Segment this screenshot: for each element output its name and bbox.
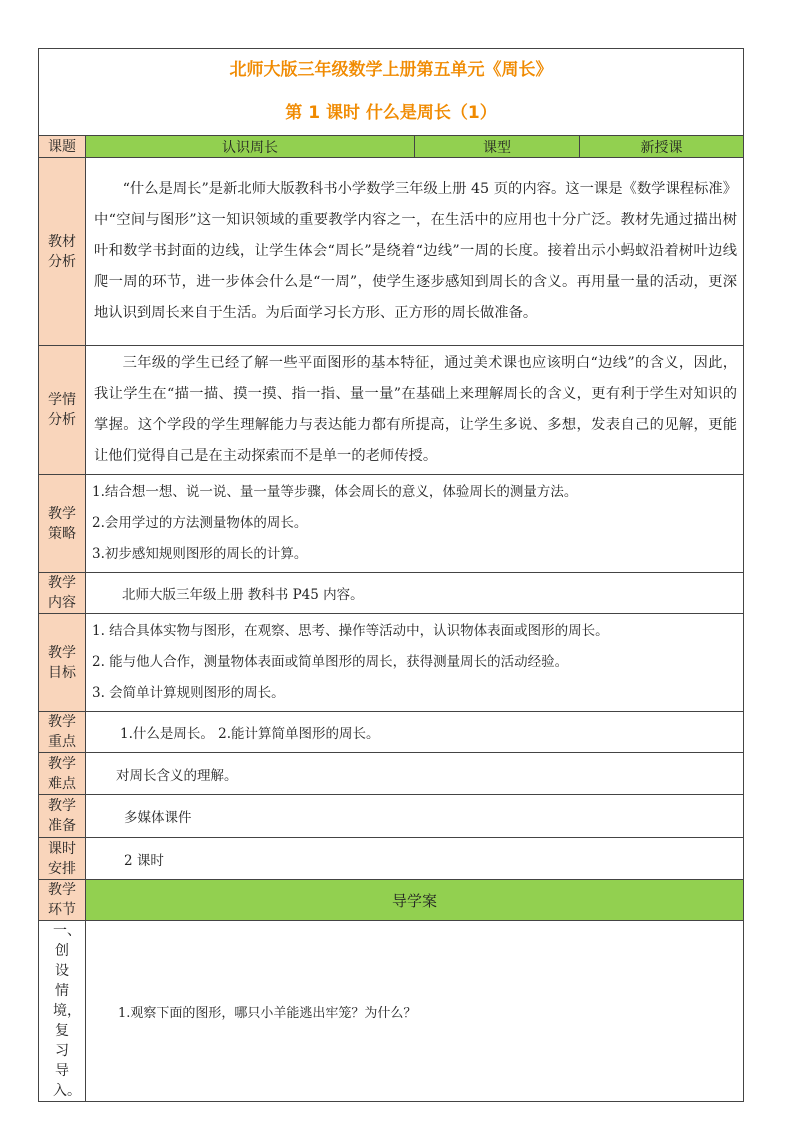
difficulty-text: 对周长含义的理解。 bbox=[86, 753, 744, 795]
content-label: 教学内容 bbox=[39, 573, 86, 614]
sub-title: 第 1 课时 什么是周长（1） bbox=[285, 103, 497, 123]
preparation-text: 多媒体课件 bbox=[86, 795, 744, 838]
content-text: 北师大版三年级上册 教科书 P45 内容。 bbox=[86, 573, 744, 614]
schedule-text: 2 课时 bbox=[86, 838, 744, 880]
key-points-text: 1.什么是周长。 2.能计算简单图形的周长。 bbox=[86, 712, 744, 753]
goal-item: 1. 结合具体实物与图形，在观察、思考、操作等活动中，认识物体表面或图形的周长。 bbox=[92, 623, 609, 639]
section1-label: 一、创设情境，复习导入。 bbox=[39, 921, 86, 1102]
type-label: 课型 bbox=[415, 136, 580, 158]
lesson-plan-table bbox=[38, 48, 744, 1102]
topic-value: 认识周长 bbox=[86, 136, 415, 158]
process-label: 教学环节 bbox=[39, 880, 86, 921]
schedule-label: 课时安排 bbox=[39, 838, 86, 880]
strategy-item: 2.会用学过的方法测量物体的周长。 bbox=[92, 515, 308, 531]
goals-list bbox=[86, 614, 744, 712]
textbook-analysis-label: 教材分析 bbox=[39, 158, 86, 346]
textbook-analysis-text: “什么是周长”是新北师大版教科书小学数学三年级上册 45 页的内容。这一课是《数学课程标准》中“空间与图形”这一知识领域的重要教学内容之一，在生活中的应用也十分广泛。教材先通过描出树叶和数学书封面的边线，让学生体会“周长”是绕着“边线”一周的长度。接着出示小蚂蚁沿着树叶边线爬一周的环节，进一步体会什么是“一周”，使学生逐步感知到周长的含义。再用量一量的活动，更深地认识到周长来自于生活。为后面学习长方形、正方形的周长做准备。 bbox=[86, 158, 744, 346]
goal-item: 3. 会简单计算规则图形的周长。 bbox=[92, 685, 285, 701]
section1-text: 1.观察下面的图形，哪只小羊能逃出牢笼？为什么？ bbox=[86, 921, 744, 1102]
strategy-label: 教学策略 bbox=[39, 475, 86, 573]
strategy-item: 1.结合想一想、说一说、量一量等步骤，体会周长的意义，体验周长的测量方法。 bbox=[92, 484, 578, 500]
goal-item: 2. 能与他人合作，测量物体表面或简单图形的周长，获得测量周长的活动经验。 bbox=[92, 654, 569, 670]
key-points-label: 教学重点 bbox=[39, 712, 86, 753]
strategy-item: 3.初步感知规则图形的周长的计算。 bbox=[92, 546, 308, 562]
main-title: 北师大版三年级数学上册第五单元《周长》 bbox=[229, 60, 553, 80]
preparation-label: 教学准备 bbox=[39, 795, 86, 838]
process-header: 导学案 bbox=[86, 880, 744, 921]
strategy-list bbox=[86, 475, 744, 573]
lesson-plan bbox=[38, 48, 743, 1102]
difficulty-label: 教学难点 bbox=[39, 753, 86, 795]
title-cell bbox=[39, 49, 744, 136]
student-analysis-label: 学情分析 bbox=[39, 346, 86, 475]
goals-label: 教学目标 bbox=[39, 614, 86, 712]
student-analysis-text: 三年级的学生已经了解一些平面图形的基本特征，通过美术课也应该明白“边线”的含义，因此，我让学生在“描一描、摸一摸、指一指、量一量”在基础上来理解周长的含义，更有利于学生对知识的掌握。这个学段的学生理解能力与表达能力都有所提高，让学生多说、多想，发表自己的见解，更能让他们觉得自己是在主动探索而不是单一的老师传授。 bbox=[86, 346, 744, 475]
topic-label: 课题 bbox=[39, 136, 86, 158]
type-value: 新授课 bbox=[580, 136, 744, 158]
